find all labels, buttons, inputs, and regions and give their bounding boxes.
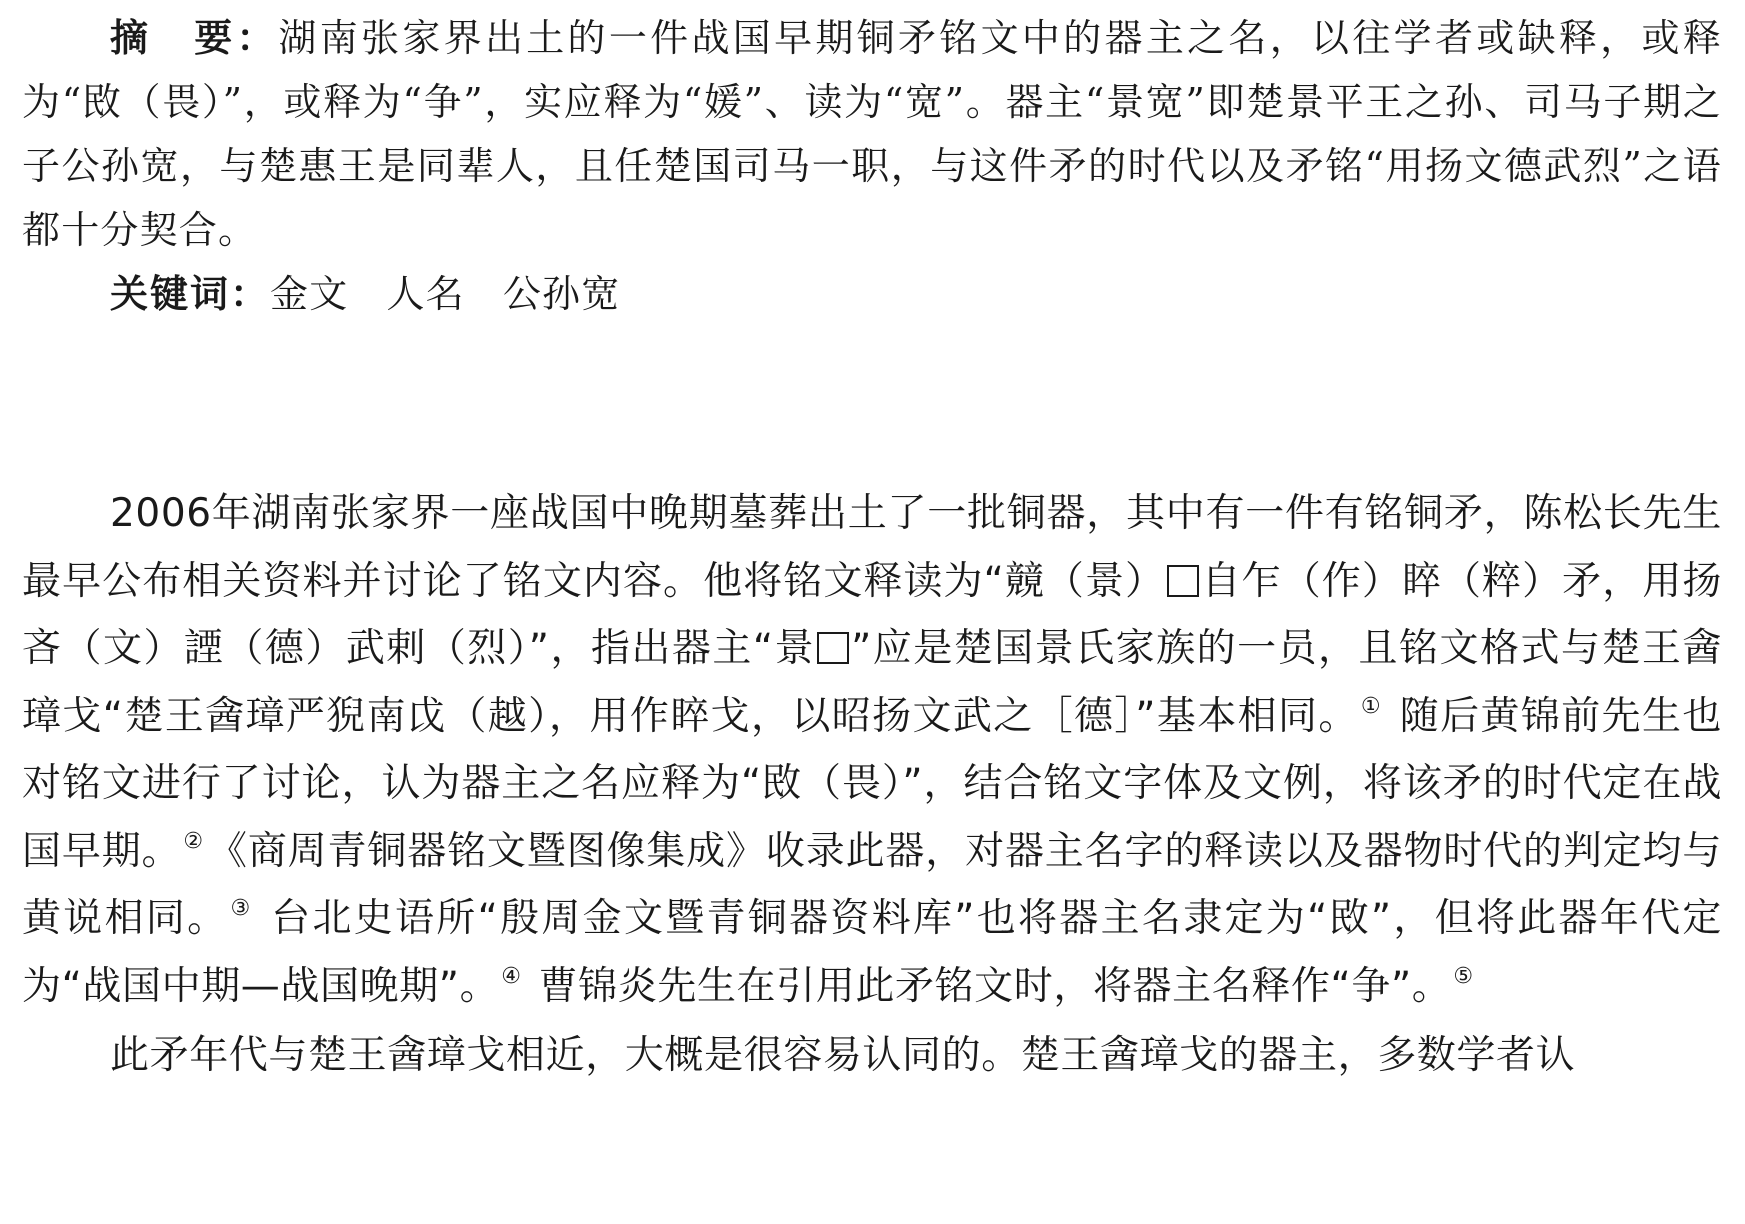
footnote-ref-5[interactable]: ⑤ <box>1453 963 1474 989</box>
body-text: 随后黄锦前先生也对铭文进行了讨论，认为器主之名应释为“敃（畏）”，结合铭文字体及文例，将该矛的时代定在战国早期。 <box>22 693 1722 874</box>
abstract-text: 湖南张家界出土的一件战国早期铜矛铭文中的器主之名，以往学者或缺释，或释为“敃（畏）”，或释为“争”，实应释为“媛”、读为“宽”。器主“景宽”即楚景平王之孙、司马子期之子公孙宽，与楚惠王是同辈人，且任楚国司马一职，与这件矛的时代以及矛铭“用扬文德武烈”之语都十分契合。 <box>22 16 1722 252</box>
body-paragraph-2: 此矛年代与楚王酓璋戈相近，大概是很容易认同的。楚王酓璋戈的器主，多数学者认 <box>110 1033 1576 1078</box>
keywords-label: 关键词： <box>110 272 271 316</box>
abstract-label: 摘 要： <box>110 16 279 60</box>
keyword-item: 金文 <box>270 272 349 316</box>
missing-character-box <box>817 632 849 664</box>
keywords-line <box>22 262 1722 326</box>
body-text: 自乍（作）睟（粹）矛，用扬吝（文）諲（德）武剌（烈）”，指出器主“景 <box>22 558 1722 671</box>
body-text: ”应是楚国景氏家族的一员，且铭文格式与楚王酓璋戈“楚王酓璋严猊南戉（越），用作睟戈，以昭扬文武之［德］”基本相同。 <box>22 626 1723 739</box>
abstract-paragraph <box>22 6 1722 262</box>
body-paragraph-1 <box>22 480 1722 1020</box>
keyword-item: 人名 <box>386 272 465 316</box>
body-text: 《商周青铜器铭文暨图像集成》收录此器，对器主名字的释读以及器物时代的判定均与黄说相同。 <box>22 828 1722 941</box>
body-text: 台北史语所“殷周金文暨青铜器资料库”也将器主名隶定为“敃”，但将此器年代定为“战国中期—战国晚期”。 <box>22 896 1722 1009</box>
body-text: 2006年湖南张家界一座战国中晚期墓葬出土了一批铜器，其中有一件有铭铜矛，陈松长先生最早公布相关资料并讨论了铭文内容。他将铭文释读为“竸（景） <box>22 491 1722 604</box>
footnote-ref-3[interactable]: ③ <box>230 896 253 921</box>
footnote-ref-4[interactable]: ④ <box>501 963 522 989</box>
keyword-item: 公孙宽 <box>502 272 621 316</box>
footnote-ref-1[interactable]: ① <box>1360 693 1382 719</box>
missing-character-box <box>1167 565 1199 597</box>
abstract-section <box>22 6 1722 326</box>
body-section <box>22 480 1722 1090</box>
footnote-ref-2[interactable]: ② <box>183 828 204 854</box>
body-text: 曹锦炎先生在引用此矛铭文时，将器主名释作“争”。 <box>525 963 1452 1009</box>
